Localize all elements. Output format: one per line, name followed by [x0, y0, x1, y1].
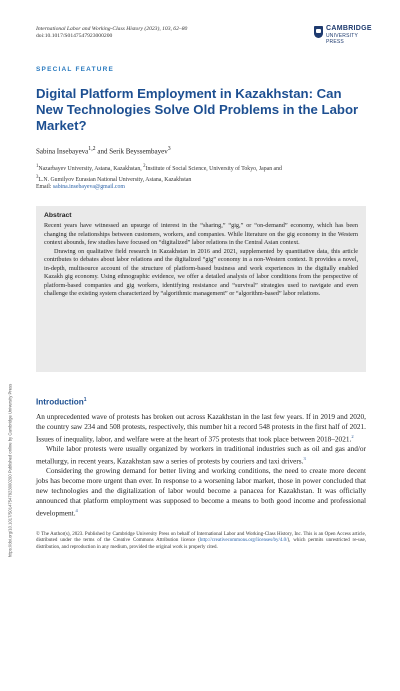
paragraph-text: While labor protests were usually organized by workers in traditional industries such as oil and gas and/or metallurgy, in recent years, Kazakhstan saw a series of protests by couriers and taxi drivers.: [36, 444, 366, 466]
abstract-paragraph: Drawing on qualitative field research in Kazakhstan in 2016 and 2021, supplemented by quantitative data, this article contributes to debates about labor relations and the digitalized “gig” economy in a non-Western context. It provides a novel, in-depth, multisource account of the structure of platform-based business and work experiences in the digitally enabled Kazakh gig economy. Using ethnographic evidence, we offer a detailed analysis of labor conditions from the perspective of platform-based companies and gig workers, identifying resistance and “survival” strategies used to navigate and even challenge the existing system characterized by “algorithmic management” or “algorithm-based” labor relations.: [44, 247, 358, 298]
article-title: Digital Platform Employment in Kazakhstan: Can New Technologies Solve Old Problems in the Labor Market?: [36, 86, 359, 133]
email-label: Email:: [36, 184, 53, 191]
logo-line-1: CAMBRIDGE: [326, 25, 372, 32]
doi-line[interactable]: doi:10.1017/S0147547923000200: [36, 33, 113, 39]
author-affil-ref: 3: [167, 146, 171, 152]
body-paragraph: [36, 444, 366, 466]
footnote-ref[interactable]: 2: [351, 433, 354, 439]
body-text: [36, 412, 366, 518]
paragraph-text: Considering the growing demand for better living and working conditions, the need to create more decent jobs has become more urgent than ever. In response to a worsening labor market, those in power concluded that new technologies and the digitalization of labor would become a panacea for Kazakhstan. It was officially announced that platform employment was supposed to become a means to both good income and professional development.: [36, 466, 366, 518]
email-link[interactable]: sabina.insebayeva@gmail.com: [52, 184, 125, 191]
affil-marker: 3: [36, 174, 39, 180]
affiliation: Nazarbayev University, Astana, Kazakhstan,: [38, 165, 144, 172]
abstract-paragraph: Recent years have witnessed an upsurge of interest in the “sharing,” “gig,” or “on-demand” economy, which has been changing the relationships between customers, workers, and companies. While literature on the gig economy in the Western context abounds, few studies have focused on “digitalized” labor relations in the Central Asian context.: [44, 222, 358, 247]
affiliation: Institute of Social Science, University of Tokyo, Japan and: [145, 165, 282, 172]
author-list: [36, 146, 171, 155]
copyright-footer: [36, 532, 366, 551]
paragraph-text: An unprecedented wave of protests has broken out across Kazakhstan in the last few years. If in 2019 and 2020, the country saw 234 and 508 protests, respectively, this number hit a record 548 protests in the first half of 2021. Issues of inequality, labor, and welfare were at the heart of 375 protests that took place between 2018–2021.: [36, 412, 366, 444]
doi-sidebar[interactable]: https://doi.org/10.1017/S0147547923000200 Published online by Cambridge University Press: [7, 383, 13, 558]
author-affil-ref: 1,2: [88, 146, 96, 152]
author-name: Serik Beyssembayev: [109, 147, 168, 156]
affil-marker: 2: [143, 164, 146, 169]
affil-marker: 1: [36, 164, 39, 169]
affiliations: [36, 163, 371, 192]
body-paragraph: [36, 466, 366, 518]
footnote-ref[interactable]: 3: [303, 456, 306, 462]
section-heading-text: Introduction: [36, 397, 84, 407]
journal-citation: International Labor and Working-Class History (2023), 103, 62–80: [36, 26, 188, 32]
footnote-ref[interactable]: 1: [83, 397, 87, 403]
footnote-ref[interactable]: 4: [75, 508, 78, 513]
publisher-logo: [314, 25, 374, 45]
author-name: Sabina Insebayeva: [36, 147, 89, 156]
abstract-box: [36, 206, 366, 372]
body-paragraph: [36, 412, 366, 444]
section-heading-introduction: [36, 397, 87, 407]
license-link[interactable]: http://creativecommons.org/licenses/by/4.0/: [199, 538, 288, 544]
copyright-text: ), which permits unrestricted re-use, distribution, and reproduction in any medium, provided the original work is properly cited.: [36, 538, 366, 550]
crest-icon: [314, 26, 323, 38]
logo-line-2: UNIVERSITY PRESS: [326, 33, 358, 45]
copyright-text: © The Author(s), 2023. Published by Cambridge University Press on behalf of International Labor and Working-Class History, Inc. This is an Open Access article, distributed under the terms of the Creative Commons Attribution licence (: [36, 532, 366, 544]
section-label: SPECIAL FEATURE: [36, 66, 115, 73]
author-separator: and: [95, 147, 110, 156]
abstract-heading: Abstract: [44, 212, 72, 219]
affiliation: L.N. Gumilyov Eurasian National University, Astana, Kazakhstan: [38, 176, 192, 183]
